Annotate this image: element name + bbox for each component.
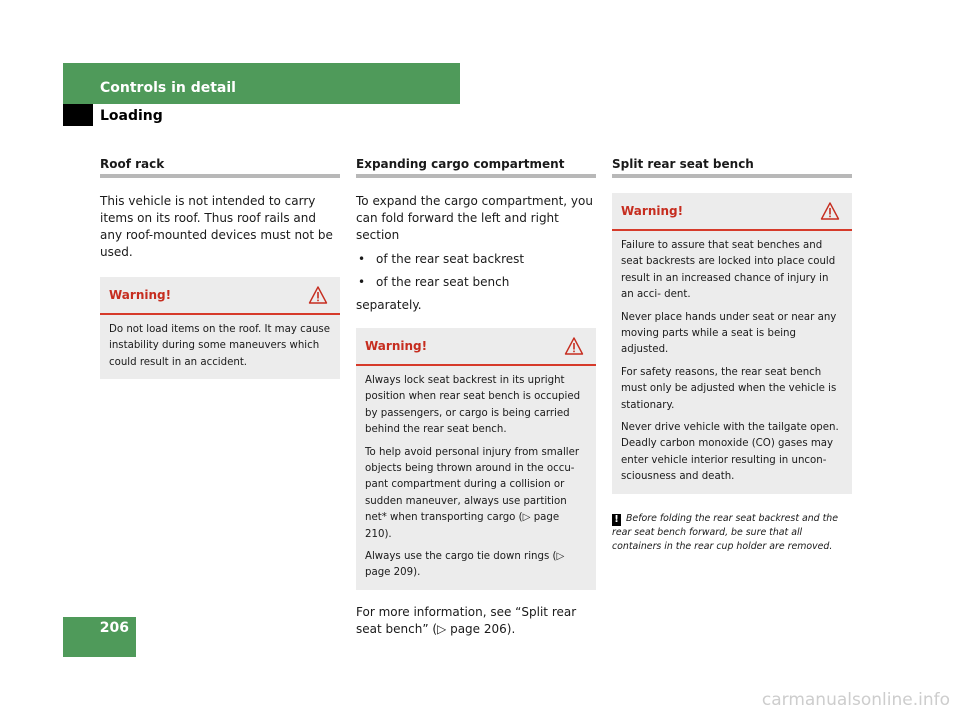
warning-text: To help avoid personal injury from smaller objects being thrown around in the occu- pant compartment during a collision or sudden maneuver, always use partition net* when transporting cargo (▷ page 210). (365, 446, 580, 540)
caution-note (612, 512, 852, 554)
section-title: Controls in detail (100, 80, 236, 96)
cargo-footer-text: For more information, see “Split rear seat bench” (▷ page 206). (356, 604, 577, 636)
watermark: carmanualsonline.info (761, 690, 950, 710)
warning-text: Never drive vehicle with the tailgate open. Deadly carbon monoxide (CO) gases may enter vehicle interior resulting in uncon- sciousness and death. (621, 422, 839, 483)
header-marker (63, 104, 93, 126)
warning-label: Warning! (365, 339, 428, 353)
exclamation-icon: ! (612, 514, 621, 526)
list-item: • of the rear seat backrest (358, 252, 525, 266)
warning-text: Always lock seat backrest in its upright position when rear seat bench is occupied by passengers, or cargo is being carried behind the rear seat bench. (365, 375, 581, 436)
bullet-marker: • (358, 275, 366, 289)
warning-text: Always use the cargo tie down rings (▷ page 209). (365, 551, 565, 579)
warning-text: Never place hands under seat or near any moving parts while a seat is being adjusted. (621, 311, 837, 356)
column-expanding-cargo (356, 156, 596, 645)
warning-triangle-icon (564, 336, 584, 356)
cargo-warning (356, 328, 596, 590)
cargo-heading: Expanding cargo compartment (356, 156, 596, 178)
warning-label: Warning! (109, 288, 172, 302)
split-seat-heading: Split rear seat bench (612, 156, 852, 178)
roof-rack-heading: Roof rack (100, 156, 340, 178)
warning-text: For safety reasons, the rear seat bench must only be adjusted when the vehicle is stationary. (621, 366, 837, 411)
warning-text: Failure to assure that seat benches and seat backrests are locked into place could result in an increased chance of injury in an acci- dent. (621, 240, 836, 301)
column-roof-rack (100, 156, 340, 379)
cargo-after: separately. (356, 298, 422, 312)
column-split-rear-seat (612, 156, 852, 554)
list-item: • of the rear seat bench (358, 275, 510, 289)
note-text: Before folding the rear seat backrest and the rear seat bench forward, be sure that all containers in the rear cup holder are removed. (612, 512, 838, 552)
warning-triangle-icon (820, 201, 840, 221)
page-title: Loading (100, 108, 163, 124)
cargo-intro: To expand the cargo compartment, you can fold forward the left and right section (356, 194, 593, 242)
warning-label: Warning! (621, 204, 684, 218)
roof-rack-text: This vehicle is not intended to carry items on its roof. Thus roof rails and any roof-mounted devices must not be used. (100, 194, 333, 259)
page-number: 206 (99, 620, 129, 636)
roof-rack-warning (100, 277, 340, 379)
bullet-marker: • (358, 252, 366, 266)
warning-triangle-icon (308, 285, 328, 305)
split-seat-warning (612, 193, 852, 494)
warning-text: Do not load items on the roof. It may cause instability during some maneuvers which could result in an accident. (109, 324, 330, 368)
